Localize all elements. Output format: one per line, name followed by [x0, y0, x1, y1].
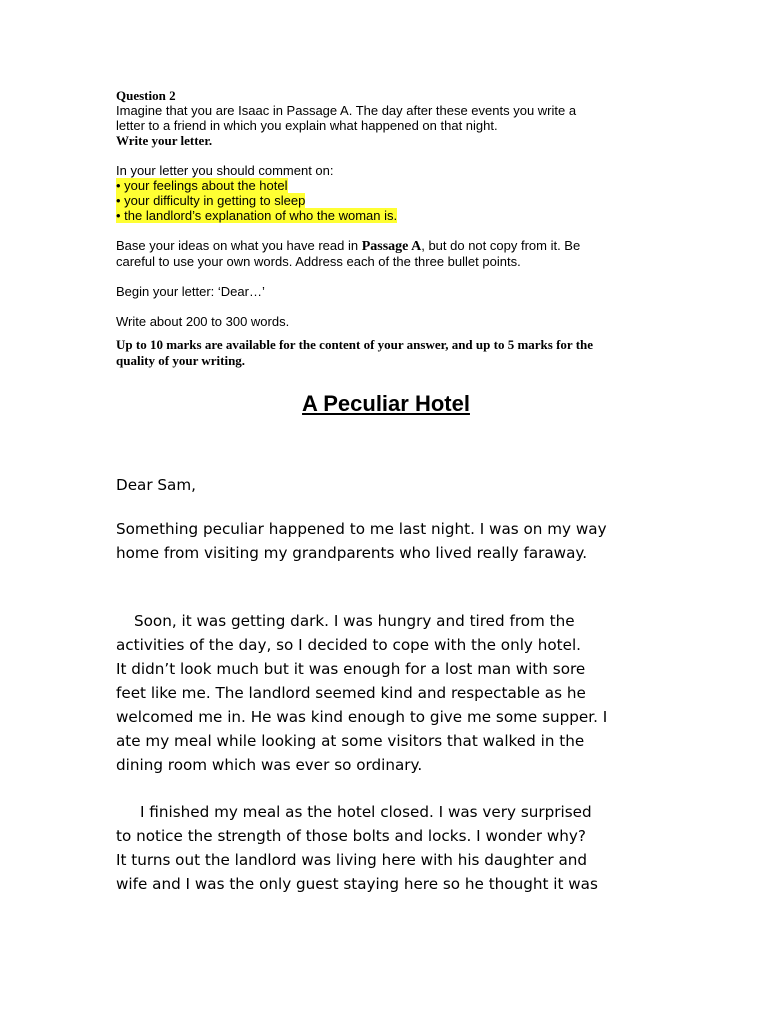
- bullet-item: • your feelings about the hotel: [116, 178, 288, 193]
- question-section: [116, 88, 656, 369]
- base-line: careful to use your own words. Address each of the three bullet points.: [116, 254, 521, 269]
- letter-body: [116, 473, 656, 896]
- salutation: Dear Sam,: [116, 476, 196, 494]
- paragraph: [116, 609, 656, 777]
- word-count-instruction: Write about 200 to 300 words.: [116, 314, 290, 329]
- begin-instruction: Begin your letter: ‘Dear…’: [116, 284, 265, 299]
- passage-reference: Passage A: [361, 239, 422, 254]
- paragraph-line: home from visiting my grandparents who lived really faraway.: [116, 544, 588, 562]
- question-heading: Question 2: [116, 88, 176, 103]
- intro-line: letter to a friend in which you explain what happened on that night.: [116, 118, 498, 133]
- paragraph-line: activities of the day, so I decided to cope with the only hotel.: [116, 636, 581, 654]
- paragraph-line: wife and I was the only guest staying here so he thought it was: [116, 875, 598, 893]
- letter-title: A Peculiar Hotel: [302, 391, 470, 416]
- paragraph-line: It didn’t look much but it was enough for a lost man with sore: [116, 660, 586, 678]
- bullet-list: [116, 178, 656, 223]
- paragraph-line: to notice the strength of those bolts and locks. I wonder why?: [116, 827, 586, 845]
- comment-lead: In your letter you should comment on:: [116, 163, 334, 178]
- paragraph: [116, 800, 656, 896]
- paragraph: [116, 517, 656, 565]
- paragraph-line: feet like me. The landlord seemed kind and respectable as he: [116, 684, 586, 702]
- intro-line: Imagine that you are Isaac in Passage A. The day after these events you write a: [116, 103, 577, 118]
- bullet-item: • the landlord’s explanation of who the woman is.: [116, 208, 398, 223]
- paragraph-line: dining room which was ever so ordinary.: [116, 756, 423, 774]
- marks-note: [116, 337, 656, 369]
- paragraph-line: welcomed me in. He was kind enough to give me some supper. I: [116, 708, 608, 726]
- document-page: [116, 88, 656, 896]
- paragraph-line: Soon, it was getting dark. I was hungry and tired from the: [134, 612, 575, 630]
- marks-line: Up to 10 marks are available for the content of your answer, and up to 5 marks for the: [116, 337, 594, 352]
- base-prefix: Base your ideas on what you have read in: [116, 238, 362, 253]
- paragraph-line: It turns out the landlord was living here with his daughter and: [116, 851, 588, 869]
- base-suffix: , but do not copy from it. Be: [421, 238, 581, 253]
- instruction-text: Write your letter.: [116, 133, 213, 148]
- paragraph-line: ate my meal while looking at some visitors that walked in the: [116, 732, 585, 750]
- paragraph-line: Something peculiar happened to me last night. I was on my way: [116, 520, 607, 538]
- paragraph-line: I finished my meal as the hotel closed. I was very surprised: [140, 803, 592, 821]
- base-ideas-text: [116, 238, 656, 269]
- bullet-item: • your difficulty in getting to sleep: [116, 193, 306, 208]
- marks-line: quality of your writing.: [116, 353, 246, 368]
